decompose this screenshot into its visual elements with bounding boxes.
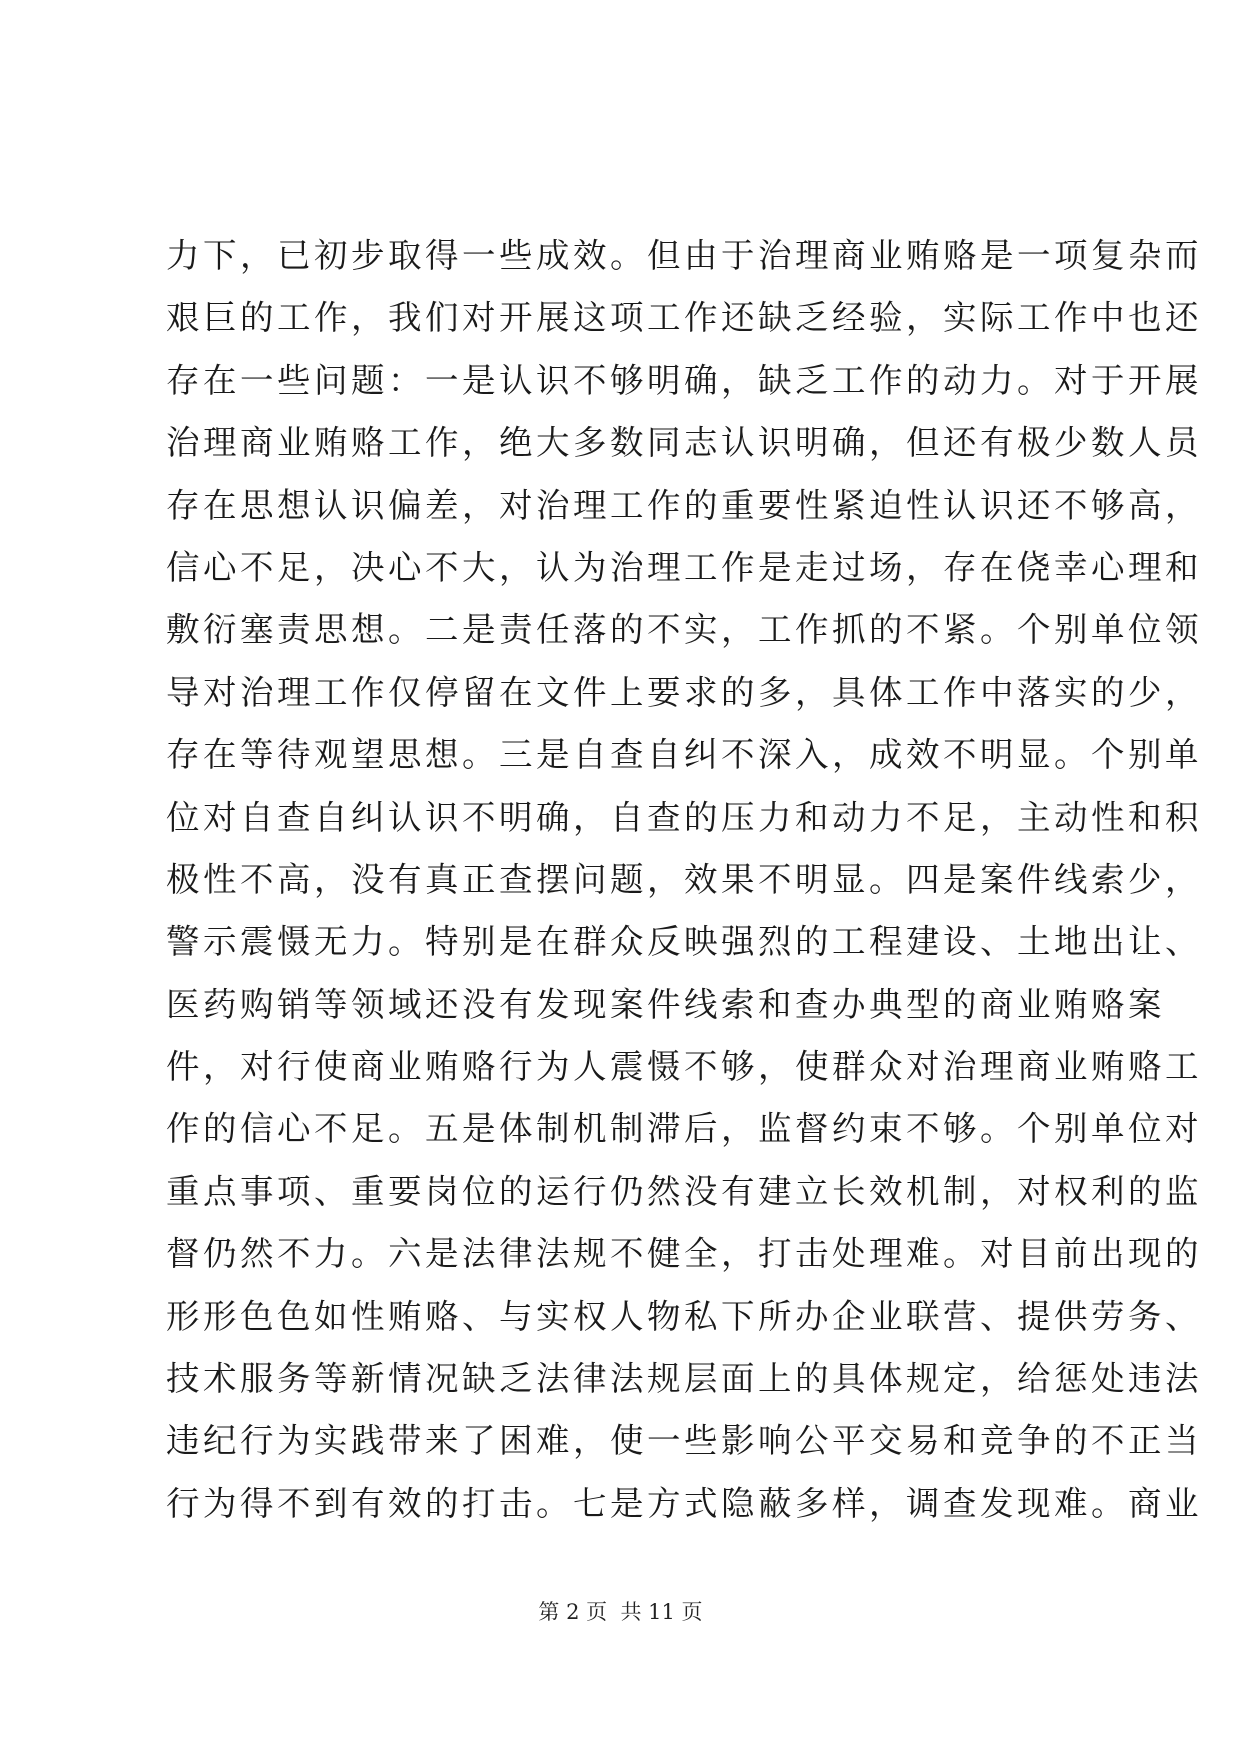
text-line: 存在等待观望思想。三是自查自纠不深入，成效不明显。个别单 [166,735,1202,775]
text-line: 信心不足，决心不大，认为治理工作是走过场，存在侥幸心理和 [166,547,1202,587]
text-line: 督仍然不力。六是法律法规不健全，打击处理难。对目前出现的 [166,1234,1202,1274]
text-line: 医药购销等领域还没有发现案件线索和查办典型的商业贿赂案 [166,984,1165,1024]
text-line: 位对自查自纠认识不明确，自查的压力和动力不足，主动性和积 [166,797,1202,837]
page-number-footer: 第 2 页 共 11 页 [538,1600,703,1624]
body-text [166,225,1202,1535]
text-line: 技术服务等新情况缺乏法律法规层面上的具体规定，给惩处违法 [166,1359,1202,1399]
text-line: 重点事项、重要岗位的运行仍然没有建立长效机制，对权利的监 [166,1171,1202,1211]
text-line: 艰巨的工作，我们对开展这项工作还缺乏经验，实际工作中也还 [166,298,1202,338]
text-line: 警示震慑无力。特别是在群众反映强烈的工程建设、土地出让、 [166,922,1202,962]
text-line: 行为得不到有效的打击。七是方式隐蔽多样，调查发现难。商业 [166,1483,1202,1523]
text-line: 治理商业贿赂工作，绝大多数同志认识明确，但还有极少数人员 [166,423,1202,463]
text-line: 形形色色如性贿赂、与实权人物私下所办企业联营、提供劳务、 [166,1296,1202,1336]
text-line: 敷衍塞责思想。二是责任落的不实，工作抓的不紧。个别单位领 [166,610,1202,650]
text-line: 存在思想认识偏差，对治理工作的重要性紧迫性认识还不够高， [166,485,1202,525]
text-line: 极性不高，没有真正查摆问题，效果不明显。四是案件线索少， [166,859,1202,899]
text-line: 违纪行为实践带来了困难，使一些影响公平交易和竞争的不正当 [166,1421,1202,1461]
text-line: 件，对行使商业贿赂行为人震慑不够，使群众对治理商业贿赂工 [166,1047,1202,1087]
text-line: 力下，已初步取得一些成效。但由于治理商业贿赂是一项复杂而 [166,236,1202,275]
text-line: 导对治理工作仅停留在文件上要求的多，具体工作中落实的少， [166,672,1202,712]
text-line: 作的信心不足。五是体制机制滞后，监督约束不够。个别单位对 [166,1109,1202,1149]
text-line: 存在一些问题：一是认识不够明确，缺乏工作的动力。对于开展 [166,360,1202,400]
